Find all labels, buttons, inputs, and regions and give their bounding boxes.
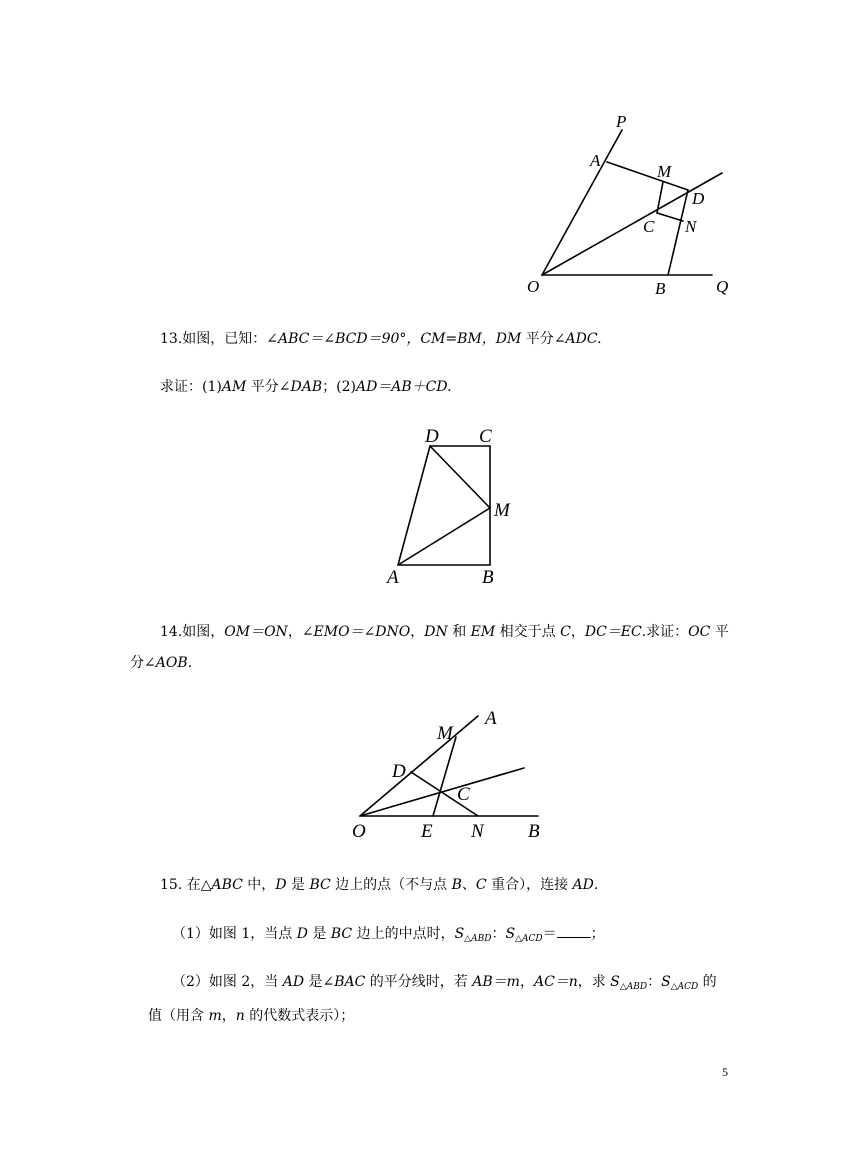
fig13-label-M: M (494, 500, 510, 521)
problem-14-statement-line2: 分∠AOB. (130, 655, 193, 671)
fig14-label-M: M (437, 723, 453, 744)
label-P: P (616, 112, 627, 131)
problem-15-part-2: （2）如图 2，当 AD 是∠BAC 的平分线时，若 AB＝m，AC＝n，求 $S_{\triangle ABD}$：$S_{\triangle ACD}$ 的 (172, 974, 717, 992)
fig14-label-D: D (392, 761, 406, 782)
fig14-label-E: E (421, 821, 433, 842)
label-Q: Q (716, 277, 729, 296)
label-O: O (527, 277, 540, 296)
label-A: A (590, 151, 601, 170)
problem-15-part-1: （1）如图 1，当点 D 是 BC 边上的中点时，$S_{\triangle ABD}$：$S_{\triangle ACD}=$ ； (172, 923, 605, 947)
problem-13-prove: 求证：(1)AM 平分∠DAB；(2)AD＝AB＋CD. (160, 379, 452, 395)
fig13-label-B: B (482, 567, 494, 588)
answer-blank[interactable] (557, 923, 591, 938)
fig14-label-A: A (485, 708, 497, 729)
label-C: C (643, 217, 655, 236)
fig14-label-C: C (457, 784, 470, 805)
label-B: B (655, 279, 666, 298)
fig14-label-N: N (471, 821, 484, 842)
problem-13-statement: 13.如图，已知：∠ABC＝∠BCD＝90°，CM=BM，DM 平分∠ADC. (160, 331, 602, 347)
fig13-label-C: C (479, 426, 492, 447)
problem-14-statement: 14.如图，OM＝ON，∠EMO＝∠DNO，DN 和 EM 相交于点 C，DC＝EC.求证：OC 平 (160, 624, 729, 640)
problem-15-statement: 15. 在△ABC 中，D 是 BC 边上的点（不与点 B、C 重合），连接 AD. (160, 877, 599, 893)
problem-15-part-2-line2: 值（用含 m，n 的代数式表示）； (148, 1008, 355, 1024)
fig14-label-B: B (528, 821, 540, 842)
label-N: N (685, 217, 697, 236)
page-number: 5 (722, 1065, 728, 1079)
fig13-label-A: A (387, 567, 399, 588)
label-M: M (657, 162, 672, 181)
fig13-label-D: D (425, 426, 439, 447)
label-D: D (692, 189, 705, 208)
fig14-label-O: O (352, 821, 366, 842)
